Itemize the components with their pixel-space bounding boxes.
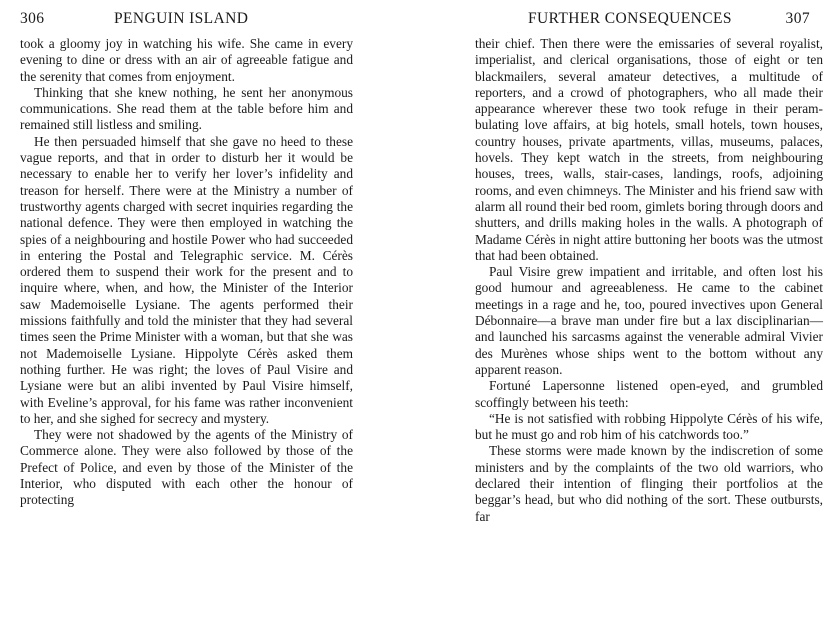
paragraph: These storms were made known by the indiscretion of some ministers and by the complaints of the two old warriors, who declared their intention of flinging their portfolios at the beggar’s head, but who did nothing of the sort. These outbursts, far: [475, 443, 823, 524]
paragraph: took a gloomy joy in watching his wife. She came in every evening to dine or dress with an air of agreeable fatigue and the serenity that comes from enjoyment.: [20, 36, 353, 84]
paragraph: They were not shadowed by the agents of the Ministry of Commerce alone. They were also followed by those of the Prefect of Police, and even by those of the Minister of the Interior, who disputed with each other the honour of protecting: [20, 427, 353, 508]
right-page: [415, 0, 830, 634]
page-number-left: 306: [20, 10, 45, 27]
paragraph: Paul Visire grew impatient and irritable, and often lost his good humour and agreeableness. He came to the cabinet meetings in a rage and he, too, poured invectives upon General Débonnaire—a brave man under fire but a lax disciplinarian—and launched his sarcasms against the venerable admiral Vivier des Murènes whose ships went to the bottom without any apparent reason.: [475, 264, 823, 377]
paragraph: He then persuaded himself that she gave no heed to these vague reports, and that in order to disturb her it would be necessary to enable her to verify her lover’s infidelity and treason for herself. There were at the Ministry a number of trustworthy agents charged with secret inquiries regarding the national defence. They were then employed in watching the spies of a neighbouring and hostile Power who had succeeded in entering the Postal and Telegraphic service. M. Cérès ordered them to suspend their work for the present and to inquire where, when, and how, the Minister of the Interior saw Mademoiselle Lysiane. The agents performed their missions faithfully and told the minister that they had several times seen the Prime Minister with a woman, but that she was not Mademoiselle Lysiane. Hippolyte Cérès asked them nothing further. He was right; the loves of Paul Visire and Lysiane were but an alibi invented by Paul Visire himself, with Eveline’s approval, for his fame was rather inconvenient to her, and she sighed for secrecy and mystery.: [20, 133, 353, 426]
right-page-text: [475, 36, 823, 525]
running-head-left: PENGUIN ISLAND: [114, 10, 249, 27]
paragraph: Thinking that she knew nothing, he sent her anonymous communications. She read them at the table before him and remained still listless and smiling.: [20, 84, 353, 133]
paragraph: their chief. Then there were the emissaries of several royalist, imperialist, and clerical organisations, those of eight or ten blackmailers, several amateur detectives, a multitude of reporters, and a crowd of photographers, who all made their appearance wherever these two took refuge in their perambulating love affairs, at big hotels, small hotels, town houses, country houses, private apartments, villas, museums, palaces, hovels. They kept watch in the streets, from neighbouring houses, trees, walls, stair-cases, landings, roofs, adjoining rooms, and even chimneys. The Minister and his friend saw with alarm all round their bed room, gimlets boring through doors and shutters, and drills making holes in the walls. A photograph of Madame Cérès in night attire buttoning her boots was the utmost that had been obtained.: [475, 36, 823, 263]
left-page-header: [20, 10, 353, 32]
page-number-right: 307: [785, 10, 810, 27]
left-page-text: [20, 36, 353, 509]
right-page-header: [475, 10, 810, 32]
paragraph: “He is not satisfied with robbing Hippolyte Cérès of his wife, but he must go and rob him of his catchwords too.”: [475, 410, 823, 443]
paragraph: Fortuné Lapersonne listened open-eyed, and grumbled scoffingly between his teeth:: [475, 378, 823, 410]
running-head-right: FURTHER CONSEQUENCES: [528, 10, 732, 27]
